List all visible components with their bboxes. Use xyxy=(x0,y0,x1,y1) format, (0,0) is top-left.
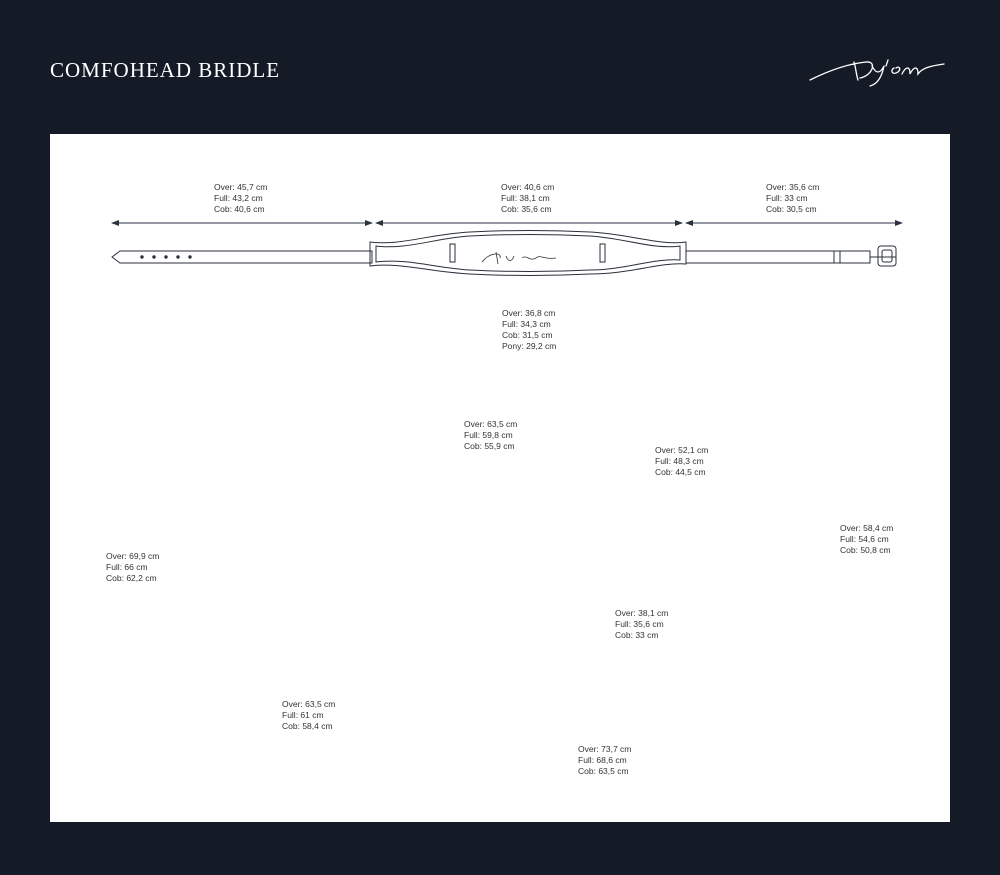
cheek-left-measurement: Over: 69,9 cm Full: 66 cm Cob: 62,2 cm xyxy=(106,551,160,583)
page-title: COMFOHEAD BRIDLE xyxy=(50,58,281,82)
crown-piece xyxy=(112,223,902,276)
browband-measurement: Over: 36,8 cm Full: 34,3 cm Cob: 31,5 cm Pony: 29,2 cm xyxy=(502,308,557,351)
cheek-right-measurement: Over: 58,4 cm Full: 54,6 cm Cob: 50,8 cm xyxy=(840,523,894,555)
crown-padded-center xyxy=(370,231,686,276)
noseband-right-strap-measurement: Over: 52,1 cm Full: 48,3 cm Cob: 44,5 cm xyxy=(655,445,709,477)
noseband-strap-measurement: Over: 63,5 cm Full: 61 cm Cob: 58,4 cm xyxy=(282,699,336,731)
crown-center-measurement: Over: 40,6 cm Full: 38,1 cm Cob: 35,6 cm xyxy=(501,182,555,214)
crown-right-measurement: Over: 35,6 cm Full: 33 cm Cob: 30,5 cm xyxy=(766,182,820,214)
flash-measurement: Over: 73,7 cm Full: 68,6 cm Cob: 63,5 cm xyxy=(578,744,632,776)
diagram-panel xyxy=(50,134,950,822)
crown-left-measurement: Over: 45,7 cm Full: 43,2 cm Cob: 40,6 cm xyxy=(214,182,268,214)
dyon-logo-icon xyxy=(806,52,951,88)
noseband-front-measurement: Over: 38,1 cm Full: 35,6 cm Cob: 33 cm xyxy=(615,608,669,640)
noseband-left-strap-measurement: Over: 63,5 cm Full: 59,8 cm Cob: 55,9 cm xyxy=(464,419,518,451)
bridle-diagram xyxy=(50,134,950,822)
